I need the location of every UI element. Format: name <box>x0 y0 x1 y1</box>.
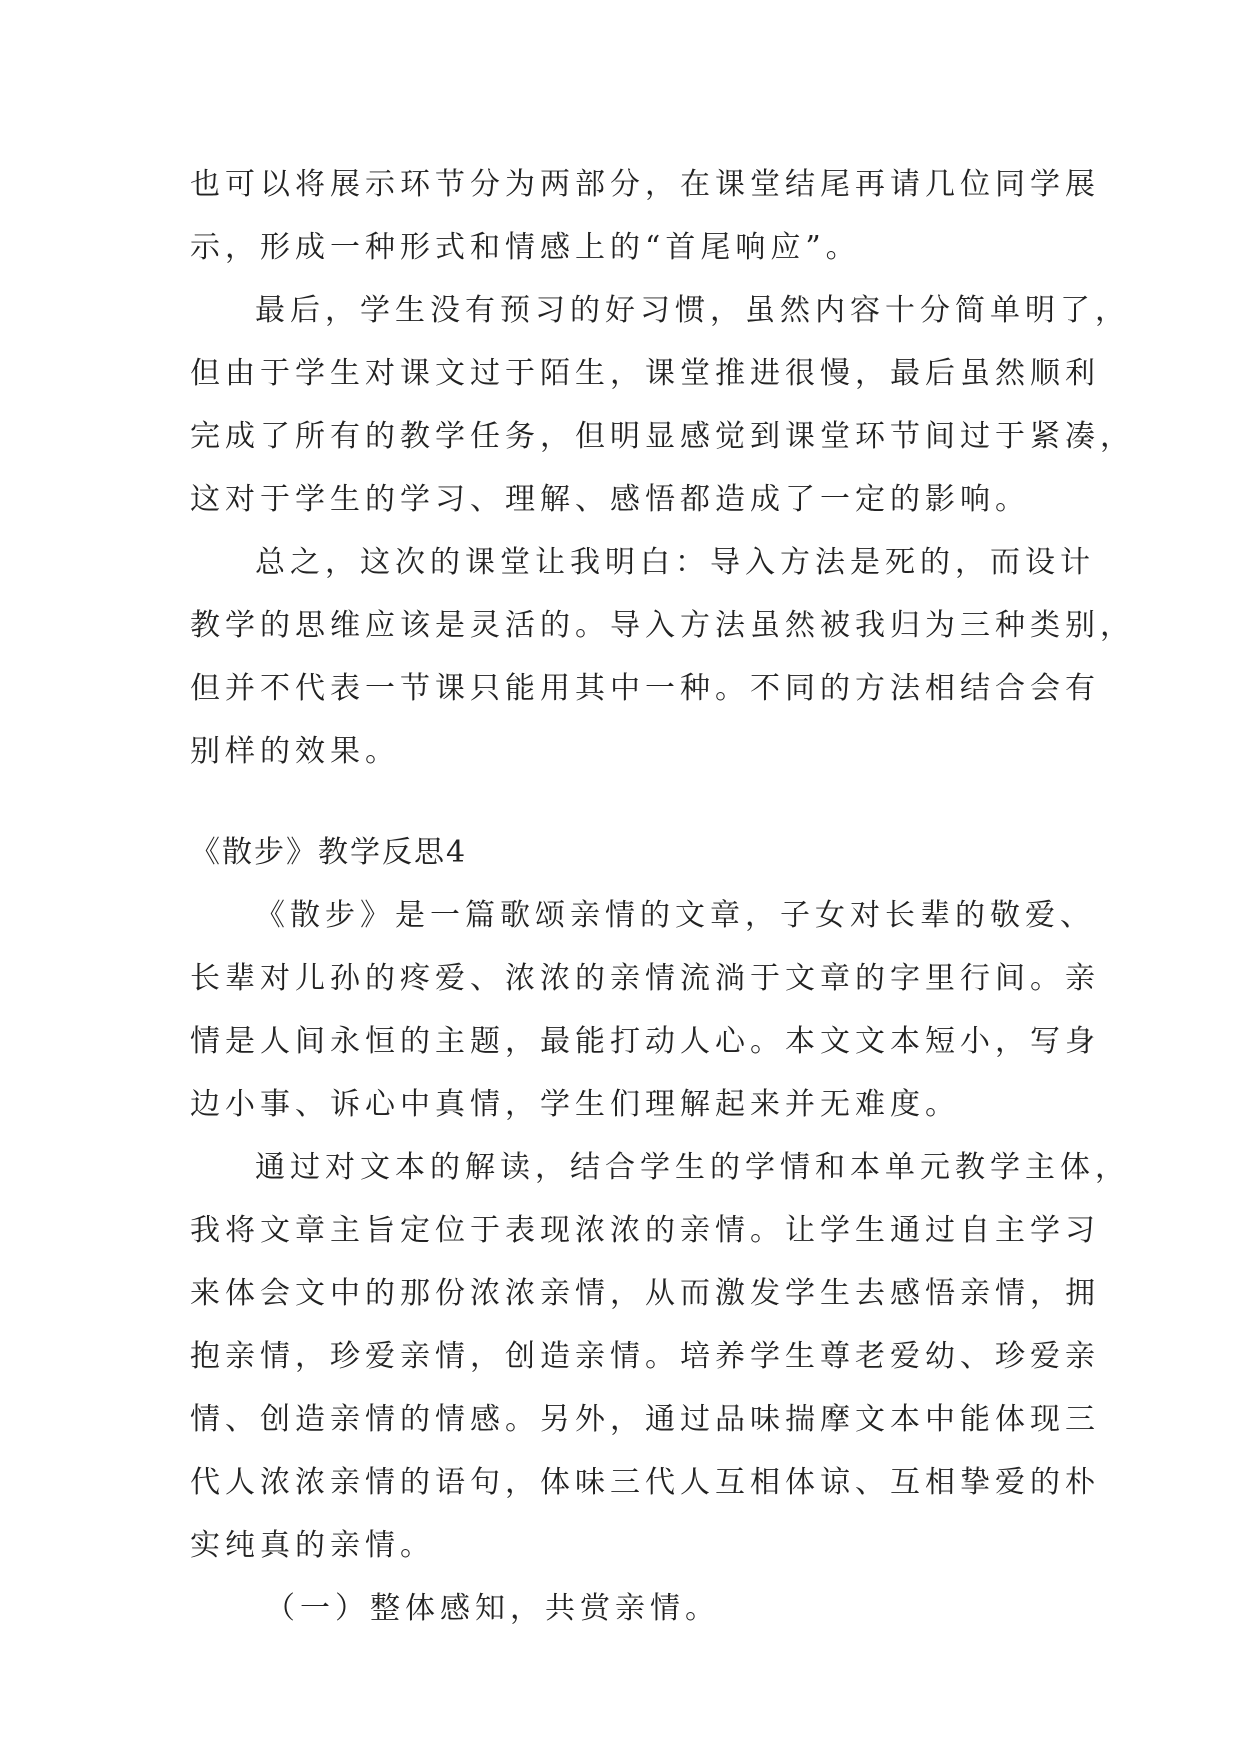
text-line: 教学的思维应该是灵活的。导入方法虽然被我归为三种类别， <box>190 608 1135 643</box>
section-heading: 《散步》教学反思4 <box>190 835 468 870</box>
text-line: 实纯真的亲情。 <box>190 1528 435 1563</box>
text-line: 来体会文中的那份浓浓亲情，从而激发学生去感悟亲情，拥 <box>190 1276 1100 1311</box>
text-line: 边小事、诉心中真情，学生们理解起来并无难度。 <box>190 1087 960 1122</box>
text-line: 示，形成一种形式和情感上的“首尾响应”。 <box>190 230 861 265</box>
text-line: 但由于学生对课文过于陌生，课堂推进很慢，最后虽然顺利 <box>190 356 1100 391</box>
text-line: 我将文章主旨定位于表现浓浓的亲情。让学生通过自主学习 <box>190 1213 1100 1248</box>
text-line: 但并不代表一节课只能用其中一种。不同的方法相结合会有 <box>190 671 1100 706</box>
subsection-heading: （一）整体感知，共赏亲情。 <box>265 1591 720 1626</box>
text-line: 情是人间永恒的主题，最能打动人心。本文文本短小，写身 <box>190 1024 1100 1059</box>
text-line: 完成了所有的教学任务，但明显感觉到课堂环节间过于紧凑， <box>190 419 1135 454</box>
text-line: 情、创造亲情的情感。另外，通过品味揣摩文本中能体现三 <box>190 1402 1100 1437</box>
text-line: 别样的效果。 <box>190 734 400 769</box>
text-line: 也可以将展示环节分为两部分，在课堂结尾再请几位同学展 <box>190 167 1100 202</box>
text-line: 长辈对儿孙的疼爱、浓浓的亲情流淌于文章的字里行间。亲 <box>190 961 1100 996</box>
text-line: 这对于学生的学习、理解、感悟都造成了一定的影响。 <box>190 482 1030 517</box>
text-line: 最后，学生没有预习的好习惯，虽然内容十分简单明了， <box>255 293 1130 328</box>
text-line: 代人浓浓亲情的语句，体味三代人互相体谅、互相挚爱的朴 <box>190 1465 1100 1500</box>
text-line: 《散步》是一篇歌颂亲情的文章，子女对长辈的敬爱、 <box>255 898 1095 933</box>
text-line: 总之，这次的课堂让我明白：导入方法是死的，而设计 <box>255 545 1095 580</box>
text-line: 通过对文本的解读，结合学生的学情和本单元教学主体， <box>255 1150 1130 1185</box>
text-line: 抱亲情，珍爱亲情，创造亲情。培养学生尊老爱幼、珍爱亲 <box>190 1339 1100 1374</box>
